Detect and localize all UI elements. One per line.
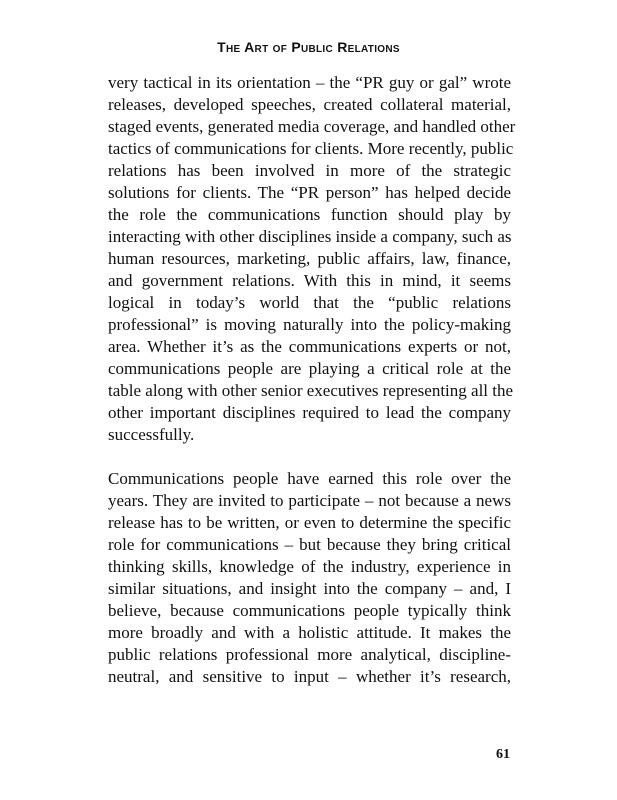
text-line: area. Whether it’s as the communications experts or not, (108, 337, 511, 356)
text-line: the role the communications function should play by (108, 205, 511, 224)
body-text (108, 72, 516, 688)
text-line: role for communications – but because they bring critical (108, 535, 511, 554)
text-line: relations has been involved in more of the strategic (108, 161, 511, 180)
paragraph-1 (108, 72, 516, 446)
text-line: interacting with other disciplines inside a company, such as (108, 227, 512, 246)
text-line: successfully. (108, 425, 195, 444)
text-line: similar situations, and insight into the company – and, I (108, 579, 511, 598)
text-line: Communications people have earned this role over the (108, 469, 511, 488)
text-line: years. They are invited to participate – not because a news (108, 491, 511, 510)
text-line: public relations professional more analytical, discipline- (108, 645, 511, 664)
text-line: believe, because communications people typically think (108, 601, 511, 620)
text-line: solutions for clients. The “PR person” has helped decide (108, 183, 511, 202)
text-line: neutral, and sensitive to input – whether it’s research, (108, 667, 511, 686)
text-line: human resources, marketing, public affairs, law, finance, (108, 249, 511, 268)
text-line: thinking skills, knowledge of the industry, experience in (108, 557, 511, 576)
text-line: very tactical in its orientation – the “PR guy or gal” wrote (108, 73, 511, 92)
text-line: logical in today’s world that the “public relations (108, 293, 511, 312)
text-line: other important disciplines required to lead the company (108, 403, 511, 422)
text-line: releases, developed speeches, created collateral material, (108, 95, 511, 114)
text-line: staged events, generated media coverage, and handled other (108, 117, 516, 136)
text-line: table along with other senior executives representing all the (108, 381, 514, 400)
running-head-title: The Art of Public Relations (217, 39, 400, 55)
text-line: and government relations. With this in mind, it seems (108, 271, 511, 290)
text-line: release has to be written, or even to determine the specific (108, 513, 511, 532)
text-line: communications people are playing a critical role at the (108, 359, 511, 378)
page-number: 61 (496, 747, 510, 762)
text-line: more broadly and with a holistic attitude. It makes the (108, 623, 511, 642)
paragraph-2 (108, 468, 511, 688)
text-line: professional” is moving naturally into the policy-making (108, 315, 511, 334)
text-line: tactics of communications for clients. More recently, public (108, 139, 514, 158)
